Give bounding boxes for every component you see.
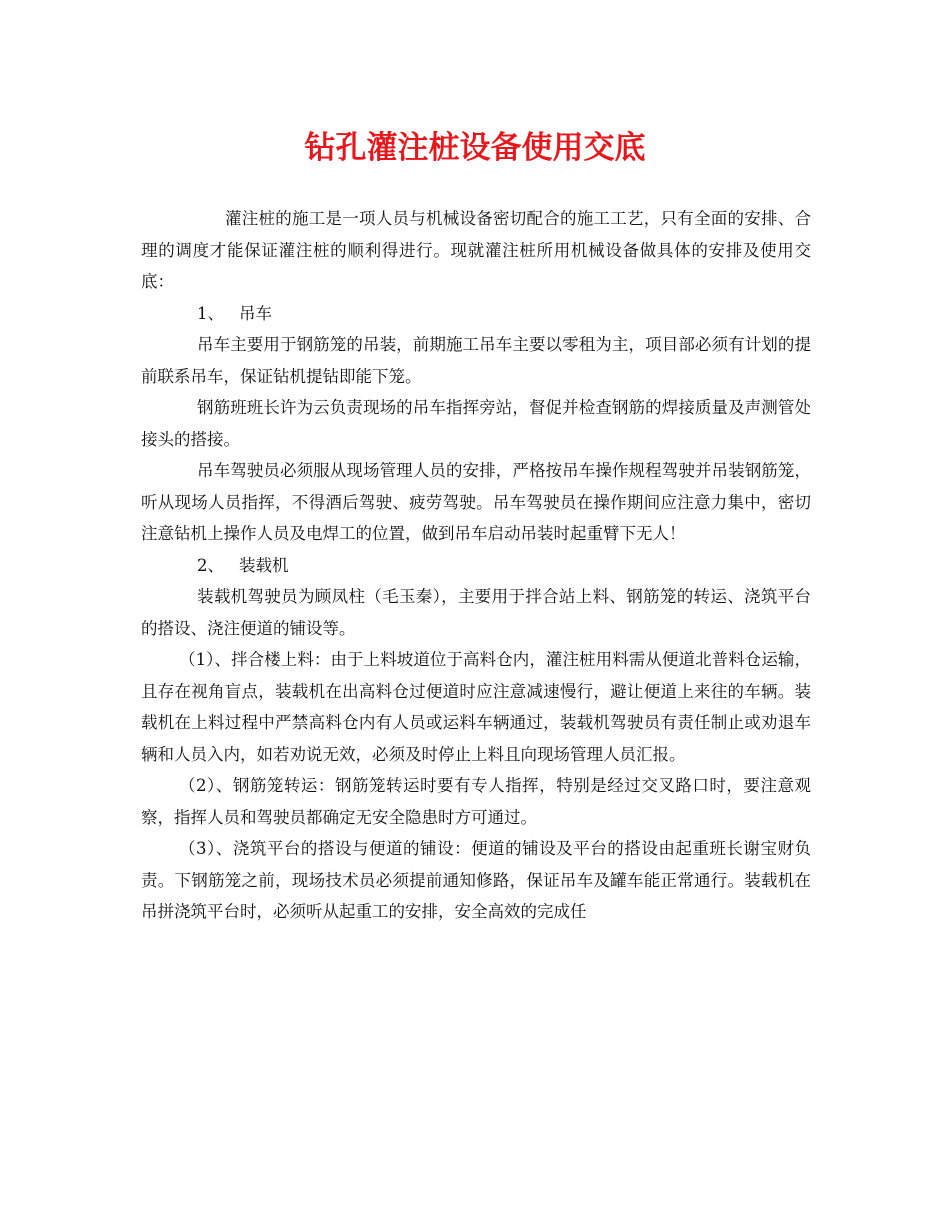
sub-item-paragraph: （2）、钢筋笼转运：钢筋笼转运时要有专人指挥，特别是经过交叉路口时，要注意观察，指挥人员和驾驶员都确定无安全隐患时方可通过。 [141,776,811,827]
sub-item-paragraph: （3）、浇筑平台的搭设与便道的铺设：便道的铺设及平台的搭设由起重班长谢宝财负责。下钢筋笼之前，现场技术员必须提前通知修路，保证吊车及罐车能正常通行。装载机在吊拼浇筑平台时，必须听从起重工的安排，安全高效的完成任 [141,839,811,921]
section-heading-crane [141,298,811,330]
section-title: 装载机 [239,555,289,575]
body-paragraph: 吊车主要用于钢筋笼的吊装，前期施工吊车主要以零租为主，项目部必须有计划的提前联系吊车，保证钻机提钻即能下笼。 [141,335,811,386]
section-heading-loader [141,550,811,582]
section-number: 2、 [197,555,224,575]
intro-paragraph: 灌注桩的施工是一项人员与机械设备密切配合的施工工艺，只有全面的安排、合理的调度才能保证灌注桩的顺利得进行。现就灌注桩所用机械设备做具体的安排及使用交底： [141,209,811,291]
document-body [141,203,811,928]
body-paragraph: 吊车驾驶员必须服从现场管理人员的安排，严格按吊车操作规程驾驶并吊装钢筋笼，听从现场人员指挥，不得酒后驾驶、疲劳驾驶。吊车驾驶员在操作期间应注意力集中，密切注意钻机上操作人员及电焊工的位置，做到吊车启动吊装时起重臂下无人！ [141,461,811,543]
body-paragraph: 钢筋班班长许为云负责现场的吊车指挥旁站，督促并检查钢筋的焊接质量及声测管处接头的搭接。 [141,398,811,449]
section-number: 1、 [197,303,224,323]
section-title: 吊车 [239,303,272,323]
sub-item-paragraph: （1）、拌合楼上料：由于上料坡道位于高料仓内，灌注桩用料需从便道北普料仓运输，且存在视角盲点，装载机在出高料仓过便道时应注意减速慢行，避让便道上来往的车辆。装载机在上料过程中严禁高料仓内有人员或运料车辆通过，装载机驾驶员有责任制止或劝退车辆和人员入内，如若劝说无效，必须及时停止上料且向现场管理人员汇报。 [141,650,811,764]
document-title: 钻孔灌注桩设备使用交底 [304,130,646,166]
body-paragraph: 装载机驾驶员为顾凤柱（毛玉秦），主要用于拌合站上料、钢筋笼的转运、浇筑平台的搭设、浇注便道的铺设等。 [141,587,811,638]
